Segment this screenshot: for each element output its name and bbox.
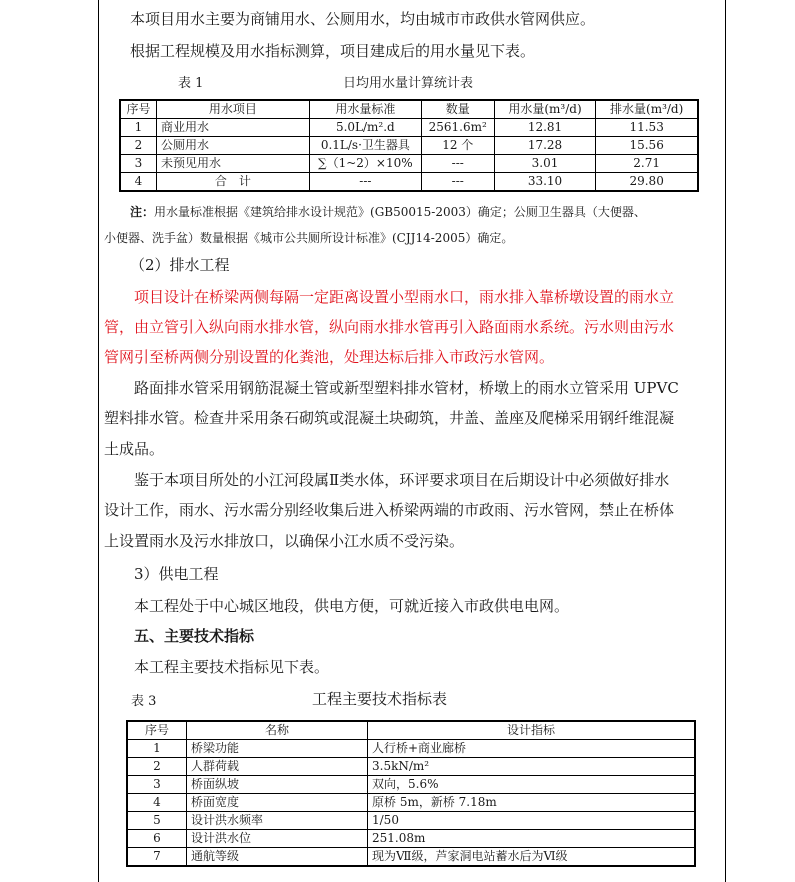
table-row — [127, 776, 695, 794]
table-cell: 3 — [120, 155, 156, 173]
table-cell: 3.5kN/m² — [368, 758, 696, 776]
table-cell: 设计洪水频率 — [187, 812, 368, 830]
table-cell: --- — [309, 173, 421, 192]
paragraph-water-calc: 根据工程规模及用水指标测算，项目建成后的用水量见下表。 — [130, 42, 536, 60]
table-cell: 5.0L/m².d — [309, 119, 421, 137]
table-header-cell: 设计指标 — [368, 721, 696, 740]
section5-intro: 本工程主要技术指标见下表。 — [134, 658, 330, 676]
table-header-row — [127, 721, 695, 740]
table-cell: ∑（1~2）×10% — [309, 155, 421, 173]
table-cell: 12.81 — [494, 119, 596, 137]
table-cell: 2 — [120, 137, 156, 155]
table-header-cell: 用水量标准 — [309, 100, 421, 119]
note-text: 用水量标准根据《建筑给排水设计规范》(GB50015-2003）确定；公厕卫生器具（大便器、 — [154, 205, 646, 219]
drainage-pipe-line3: 土成品。 — [104, 440, 165, 458]
table-note-line2: 小便器、洗手盆）数量根据《城市公共厕所设计标准》(CJJ14-2005）确定。 — [104, 231, 514, 245]
note-prefix: 注： — [130, 205, 155, 219]
table-cell: 2561.6m² — [421, 119, 494, 137]
table-cell: 人群荷载 — [187, 758, 368, 776]
table-cell: 通航等级 — [187, 848, 368, 867]
table-row — [127, 794, 695, 812]
drainage-red-line3: 管网引至桥两侧分别设置的化粪池，处理达标后排入市政污水管网。 — [104, 348, 555, 366]
tech-indicator-table — [126, 720, 696, 867]
table-row — [127, 758, 695, 776]
table-cell: 5 — [127, 812, 187, 830]
table-header-row — [120, 100, 698, 119]
table-row — [127, 830, 695, 848]
table-cell: 桥梁功能 — [187, 740, 368, 758]
table-total-row — [120, 173, 698, 192]
table3-title: 工程主要技术指标表 — [312, 690, 448, 708]
paragraph-water-supply: 本项目用水主要为商铺用水、公厕用水，均由城市市政供水管网供应。 — [130, 10, 596, 28]
table-row — [127, 848, 695, 867]
water-usage-table — [119, 99, 699, 192]
table-row — [120, 119, 698, 137]
drainage-pipe-line2: 塑料排水管。检查井采用条石砌筑或混凝土块砌筑，井盖、盖座及爬梯采用钢纤维混凝 — [104, 409, 675, 427]
table-cell: 17.28 — [494, 137, 596, 155]
table-cell: 人行桥+商业廊桥 — [368, 740, 696, 758]
power-heading: 3）供电工程 — [134, 565, 219, 583]
table-header-cell: 用水项目 — [156, 100, 309, 119]
drainage-env-line1: 鉴于本项目所处的小江河段属Ⅱ类水体，环评要求项目在后期设计中必须做好排水 — [134, 471, 670, 489]
table-cell: 公厕用水 — [156, 137, 309, 155]
table1-label: 表 1 — [178, 76, 204, 91]
table-cell: 现为Ⅶ级，芦家洞电站蓄水后为Ⅵ级 — [368, 848, 696, 867]
table-cell: 12 个 — [421, 137, 494, 155]
drainage-env-line2: 设计工作，雨水、污水需分别经收集后进入桥梁两端的市政雨、污水管网，禁止在桥体 — [104, 501, 675, 519]
table-cell: 6 — [127, 830, 187, 848]
table-header-cell: 用水量(m³/d) — [494, 100, 596, 119]
power-text: 本工程处于中心城区地段，供电方便，可就近接入市政供电电网。 — [134, 597, 570, 615]
table-cell: 7 — [127, 848, 187, 867]
table-cell: 设计洪水位 — [187, 830, 368, 848]
table-cell: --- — [421, 173, 494, 192]
table3-label: 表 3 — [131, 694, 157, 709]
table-cell: 4 — [127, 794, 187, 812]
drainage-red-line2: 管，由立管引入纵向雨水排水管，纵向雨水排水管再引入路面雨水系统。污水则由污水 — [104, 318, 675, 336]
table-header-cell: 名称 — [187, 721, 368, 740]
table-cell: 商业用水 — [156, 119, 309, 137]
table-cell: 1 — [120, 119, 156, 137]
table-cell: 3 — [127, 776, 187, 794]
table-header-cell: 序号 — [127, 721, 187, 740]
table-row — [120, 137, 698, 155]
table-cell: 2 — [127, 758, 187, 776]
table-note-line1 — [130, 203, 646, 220]
table-cell: 1/50 — [368, 812, 696, 830]
table1-title: 日均用水量计算统计表 — [343, 76, 474, 91]
table-cell: 2.71 — [596, 155, 698, 173]
section5-heading: 五、主要技术指标 — [134, 627, 255, 645]
table-cell: 3.01 — [494, 155, 596, 173]
table-cell: 0.1L/s·卫生器具 — [309, 137, 421, 155]
drainage-env-line3: 上设置雨水及污水排放口，以确保小江水质不受污染。 — [104, 532, 465, 550]
table-header-cell: 序号 — [120, 100, 156, 119]
table-header-cell: 排水量(m³/d) — [596, 100, 698, 119]
table-row — [127, 740, 695, 758]
table-cell: 29.80 — [596, 173, 698, 192]
table-cell: 桥面宽度 — [187, 794, 368, 812]
table-cell: 251.08m — [368, 830, 696, 848]
drainage-pipe-line1: 路面排水管采用钢筋混凝土管或新型塑料排水管材，桥墩上的雨水立管采用 UPVC — [134, 379, 679, 397]
table-cell: 1 — [127, 740, 187, 758]
drainage-heading: （2）排水工程 — [130, 256, 230, 274]
drainage-red-line1: 项目设计在桥梁两侧每隔一定距离设置小型雨水口，雨水排入靠桥墩设置的雨水立 — [134, 288, 675, 306]
table-cell: 11.53 — [596, 119, 698, 137]
table-cell: 未预见用水 — [156, 155, 309, 173]
table-cell: 4 — [120, 173, 156, 192]
table-cell: 原桥 5m，新桥 7.18m — [368, 794, 696, 812]
table-cell: --- — [421, 155, 494, 173]
table-cell: 33.10 — [494, 173, 596, 192]
table-row — [120, 155, 698, 173]
table-row — [127, 812, 695, 830]
table-header-cell: 数量 — [421, 100, 494, 119]
table-cell: 合 计 — [156, 173, 309, 192]
table-cell: 双向，5.6% — [368, 776, 696, 794]
table-cell: 桥面纵坡 — [187, 776, 368, 794]
table-cell: 15.56 — [596, 137, 698, 155]
